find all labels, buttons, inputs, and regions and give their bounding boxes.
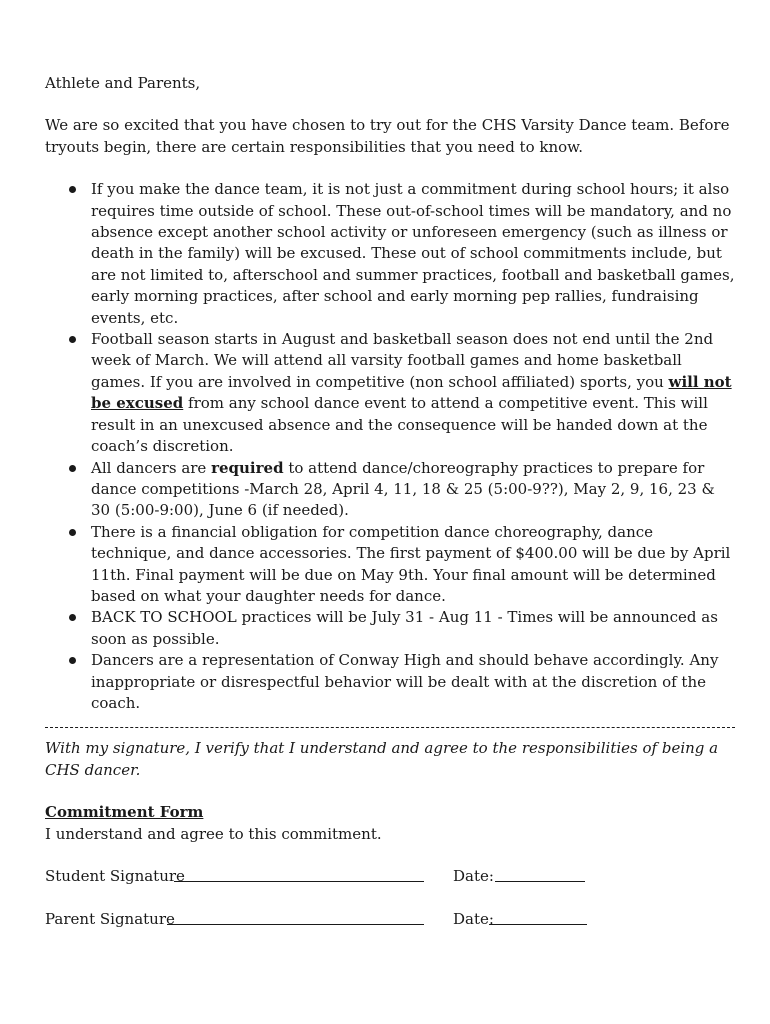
greeting: Athlete and Parents, bbox=[45, 74, 201, 92]
signature-statement: With my signature, I verify that I understand and agree to the responsibilities of being a CHS dancer. bbox=[45, 739, 719, 779]
cut-line-divider bbox=[45, 727, 735, 728]
list-item: BACK TO SCHOOL practices will be July 31 - Aug 11 - Times will be announced as soon as possible. bbox=[45, 607, 735, 650]
bullet-icon bbox=[69, 657, 76, 664]
parent-date-label: Date: bbox=[453, 909, 494, 928]
bullet-icon bbox=[69, 186, 76, 193]
student-date-label: Date: bbox=[453, 867, 494, 885]
parent-date-field[interactable] bbox=[489, 924, 587, 925]
list-item: Football season starts in August and basketball season does not end until the 2nd week of March. We will attend all varsity football games and home basketball games. If you are involved in competitive (non school affiliated) sports, you will not be excused from any school dance event to attend a competitive event. This will result in an unexcused absence and the consequence will be handed down at the coach’s discretion. bbox=[45, 329, 735, 457]
list-item: There is a financial obligation for competition dance choreography, dance technique, and dance accessories. The first payment of $400.00 will be due by April 11th. Final payment will be due on May 9th. Your final amount will be determined based on what your daughter needs for dance. bbox=[45, 522, 735, 608]
not-excused-emphasis: will not be excused bbox=[91, 372, 732, 413]
student-signature-label: Student Signature bbox=[45, 867, 185, 885]
letter-page bbox=[45, 73, 735, 952]
student-date-field[interactable] bbox=[495, 881, 585, 882]
commitment-form-title: Commitment Form bbox=[45, 803, 204, 822]
intro-paragraph: We are so excited that you have chosen to try out for the CHS Varsity Dance team. Before tryouts begin, there are certain responsibilities that you need to know. bbox=[45, 116, 730, 156]
list-item: All dancers are required to attend dance/choreography practices to prepare for dance competitions -March 28, April 4, 11, 18 & 25 (5:00-9??), May 2, 9, 16, 23 & 30 (5:00-9:00), June 6 (if needed). bbox=[45, 458, 735, 522]
parent-signature-label: Parent Signature bbox=[45, 909, 175, 928]
bullet-icon bbox=[69, 336, 76, 343]
student-signature-field[interactable] bbox=[174, 881, 424, 882]
agreement-text: I understand and agree to this commitment. bbox=[45, 824, 382, 843]
bullet-icon bbox=[69, 529, 76, 536]
parent-signature-row bbox=[45, 909, 735, 930]
responsibilities-list bbox=[45, 179, 735, 714]
list-item: Dancers are a representation of Conway High and should behave accordingly. Any inappropriate or disrespectful behavior will be dealt with at the discretion of the coach. bbox=[45, 650, 735, 714]
bullet-icon bbox=[69, 614, 76, 621]
parent-signature-field[interactable] bbox=[167, 924, 424, 925]
required-emphasis: required bbox=[211, 458, 284, 477]
bullet-icon bbox=[69, 465, 76, 472]
list-item: If you make the dance team, it is not just a commitment during school hours; it also requires time outside of school. These out-of-school times will be mandatory, and no absence except another school activity or unforeseen emergency (such as illness or death in the family) will be excused. These out of school commitments include, but are not limited to, afterschool and summer practices, football and basketball games, early morning practices, after school and early morning pep rallies, fundraising events, etc. bbox=[45, 179, 735, 329]
student-signature-row bbox=[45, 866, 735, 887]
